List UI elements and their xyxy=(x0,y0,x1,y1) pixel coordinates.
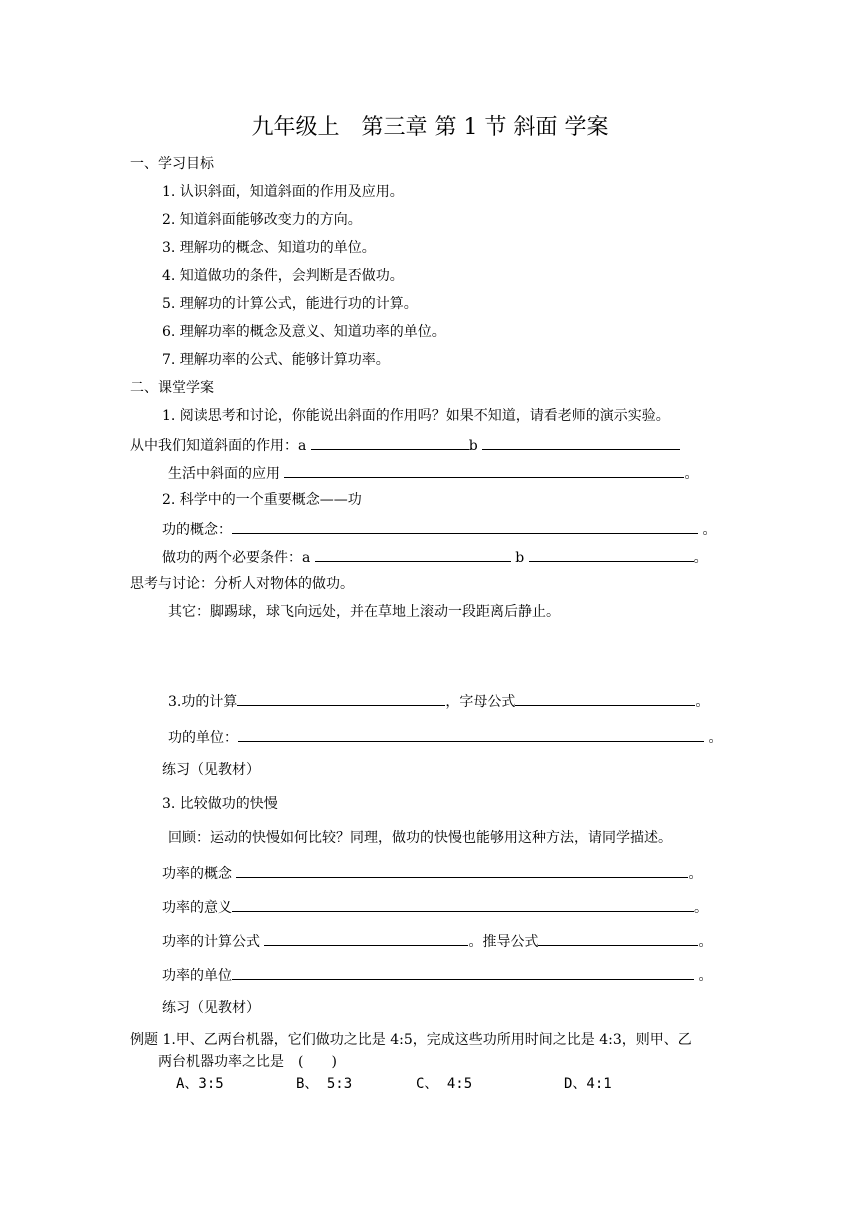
power-unit-line: 功率的单位 。 xyxy=(162,965,712,985)
objective-item: 1. 认识斜面，知道斜面的作用及应用。 xyxy=(162,184,404,200)
work-calc-label: 3.功的计算 xyxy=(168,694,238,710)
other-example: 其它：脚踢球，球飞向远处，并在草地上滚动一段距离后静止。 xyxy=(168,604,560,620)
option-a: A、3:5 xyxy=(176,1076,224,1092)
practice-note: 练习（见教材） xyxy=(162,762,260,778)
objective-item: 3. 理解功的概念、知道功的单位。 xyxy=(162,240,376,256)
power-concept-label: 功率的概念 xyxy=(162,866,237,882)
power-concept-blank[interactable] xyxy=(236,863,688,878)
incline-function-label-b: b xyxy=(468,438,483,454)
work-unit-line: 功的单位： 。 xyxy=(168,727,722,747)
example-question: 例题 1.甲、乙两台机器，它们做功之比是 4:5，完成这些功所用时间之比是 4:3，则甲、乙 xyxy=(130,1032,692,1048)
option-d: D、4:1 xyxy=(564,1076,612,1092)
question-1-prompt: 1. 阅读思考和讨论，你能说出斜面的作用吗？如果不知道，请看老师的演示实验。 xyxy=(162,408,670,424)
derived-formula-label: 。推导公式 xyxy=(468,934,539,950)
option-c: C、 4:5 xyxy=(416,1076,473,1092)
incline-function-a-blank[interactable] xyxy=(311,435,469,450)
question-3-heading: 3. 比较做功的快慢 xyxy=(162,796,278,812)
review-prompt: 回顾：运动的快慢如何比较？同理，做功的快慢也能够用这种方法，请同学描述。 xyxy=(168,830,672,846)
objective-item: 5. 理解功的计算公式，能进行功的计算。 xyxy=(162,296,418,312)
section-heading-lesson: 二、课堂学案 xyxy=(130,380,214,396)
incline-application-label: 生活中斜面的应用 xyxy=(168,466,285,482)
letter-formula-blank[interactable] xyxy=(515,691,695,706)
power-formula-line: 功率的计算公式 。推导公式 。 xyxy=(162,931,712,951)
work-unit-blank[interactable] xyxy=(238,727,704,742)
page-title: 九年级上 第三章 第 1 节 斜面 学案 xyxy=(251,115,609,140)
objective-item: 7. 理解功率的公式、能够计算功率。 xyxy=(162,352,390,368)
letter-formula-label: ，字母公式 xyxy=(445,694,516,710)
incline-application-blank[interactable] xyxy=(284,463,684,478)
power-unit-blank[interactable] xyxy=(232,965,694,980)
incline-function-b-blank[interactable] xyxy=(482,435,680,450)
work-concept-label: 功的概念： xyxy=(162,522,232,538)
work-conditions-line: 做功的两个必要条件：a b 。 xyxy=(162,547,708,567)
objective-item: 4. 知道做功的条件，会判断是否做功。 xyxy=(162,268,404,284)
section-heading-objectives: 一、学习目标 xyxy=(130,156,214,172)
objective-item: 2. 知道斜面能够改变力的方向。 xyxy=(162,212,362,228)
power-formula-label: 功率的计算公式 xyxy=(162,934,265,950)
practice-note: 练习（见教材） xyxy=(162,1000,260,1016)
objective-item: 6. 理解功率的概念及意义、知道功率的单位。 xyxy=(162,324,446,340)
power-meaning-label: 功率的意义 xyxy=(162,900,232,916)
power-meaning-line: 功率的意义 。 xyxy=(162,897,708,917)
work-concept-line: 功的概念： 。 xyxy=(162,519,716,539)
option-b: B、 5:3 xyxy=(296,1076,353,1092)
incline-application-line: 生活中斜面的应用 。 xyxy=(168,463,698,483)
work-conditions-label-b: b xyxy=(510,550,529,566)
question-2-heading: 2. 科学中的一个重要概念——功 xyxy=(162,492,362,508)
example-question-cont: 两台机器功率之比是 ( ) xyxy=(158,1054,337,1070)
power-concept-line: 功率的概念 。 xyxy=(162,863,702,883)
power-unit-label: 功率的单位 xyxy=(162,968,232,984)
power-formula-blank[interactable] xyxy=(264,931,468,946)
work-calc-line: 3.功的计算 ，字母公式 。 xyxy=(168,691,709,711)
think-discuss: 思考与讨论：分析人对物体的做功。 xyxy=(130,576,354,592)
work-condition-a-blank[interactable] xyxy=(315,547,511,562)
work-calc-blank[interactable] xyxy=(237,691,445,706)
derived-formula-blank[interactable] xyxy=(538,931,698,946)
incline-function-line xyxy=(130,435,680,455)
work-concept-blank[interactable] xyxy=(232,519,698,534)
work-conditions-label-a: 做功的两个必要条件：a xyxy=(162,550,315,566)
incline-function-label-a: 从中我们知道斜面的作用：a xyxy=(130,438,311,454)
work-unit-label: 功的单位： xyxy=(168,730,238,746)
power-meaning-blank[interactable] xyxy=(232,897,694,912)
work-condition-b-blank[interactable] xyxy=(529,547,694,562)
